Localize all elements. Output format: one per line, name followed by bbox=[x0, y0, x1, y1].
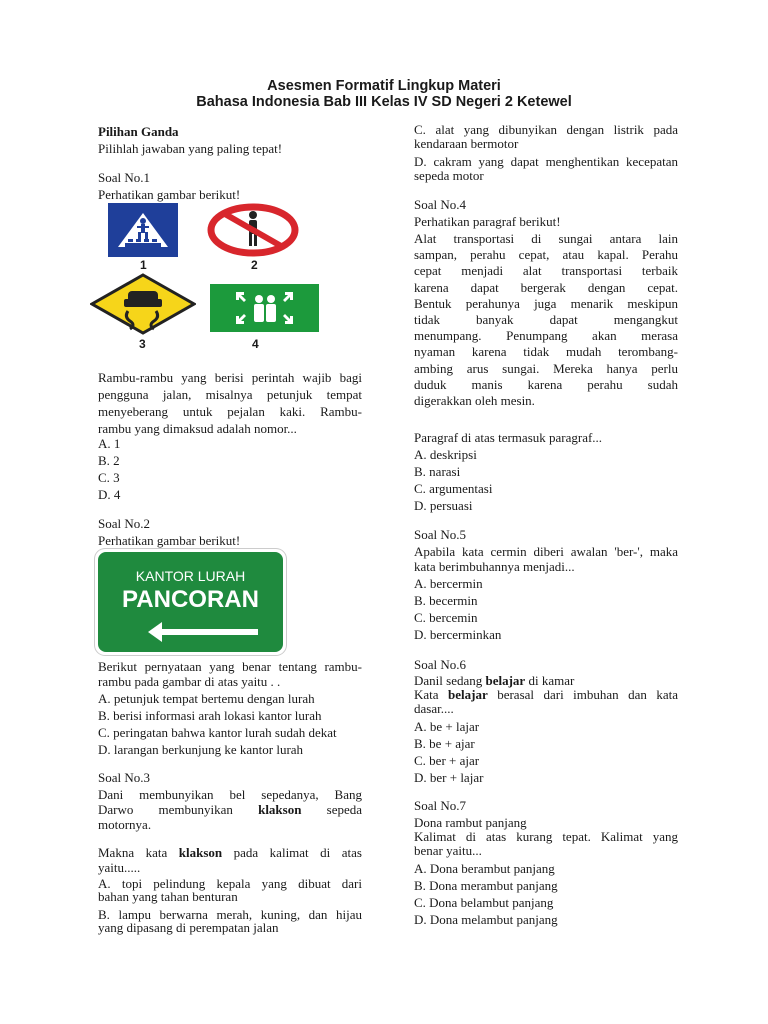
title-line-1: Asesmen Formatif Lingkup Materi bbox=[267, 78, 501, 94]
option[interactable]: D. cakram yang dapat menghentikan kecepatan bbox=[414, 154, 678, 169]
section-heading: Pilihan Ganda bbox=[98, 124, 179, 139]
option[interactable]: C. ber + ajar bbox=[414, 753, 480, 768]
sign-top-text: KANTOR LURAH bbox=[135, 568, 246, 584]
instruction: Pilihlah jawaban yang paling tepat! bbox=[98, 141, 283, 156]
slippery-road-sign bbox=[90, 273, 196, 335]
q3-line: motornya. bbox=[98, 817, 152, 832]
q5-options bbox=[414, 575, 501, 643]
q1-prompt: Perhatikan gambar berikut! bbox=[98, 187, 241, 202]
document-title bbox=[0, 78, 768, 110]
q1-label: Soal No.1 bbox=[98, 170, 150, 185]
option[interactable]: D. ber + lajar bbox=[414, 770, 484, 785]
option[interactable]: D. 4 bbox=[98, 487, 121, 502]
q1-line: rambu yang dimaksud adalah nomor... bbox=[98, 421, 297, 436]
option[interactable]: D. persuasi bbox=[414, 498, 473, 513]
option[interactable]: C. argumentasi bbox=[414, 481, 493, 496]
q2-line: Berikut pernyataan yang benar tentang rambu- bbox=[98, 659, 362, 674]
q4-options bbox=[414, 446, 492, 514]
option[interactable]: B. berisi informasi arah lokasi kantor lurah bbox=[98, 708, 322, 723]
q6-sentence: Danil sedang belajar di kamar bbox=[414, 673, 575, 688]
kantor-lurah-sign bbox=[95, 549, 286, 655]
q4-question: Paragraf di atas termasuk paragraf... bbox=[414, 430, 603, 445]
q2-prompt: Perhatikan gambar berikut! bbox=[98, 533, 241, 548]
sign-main-text: PANCORAN bbox=[122, 586, 259, 613]
q1-line: Rambu-rambu yang berisi perintah wajib bagi bbox=[98, 370, 362, 385]
option[interactable]: C. bercemin bbox=[414, 610, 478, 625]
q7-options bbox=[414, 860, 558, 928]
q3-options-left: A. topi pelindung kepala yang dibuat dari bahan yang tahan benturan B. lampu berwarna merah, kuning, dan hijau yang dipasang di perempatan jalan bbox=[98, 876, 362, 935]
assembly-point-sign bbox=[210, 284, 319, 332]
option[interactable]: A. topi pelindung kepala yang dibuat dari bbox=[98, 876, 362, 891]
q7-question: Kalimat di atas kurang tepat. Kalimat yang benar yaitu... bbox=[414, 829, 678, 858]
option[interactable]: A. 1 bbox=[98, 436, 121, 451]
q4-label: Soal No.4 bbox=[414, 197, 466, 212]
q7-sentence: Dona rambut panjang bbox=[414, 815, 527, 830]
option[interactable]: B. Dona merambut panjang bbox=[414, 878, 558, 893]
q1-options bbox=[98, 435, 120, 503]
q4-paragraph: Alat transportasi di sungai antara lain sampan, perahu cepat, atau kapal. Perahu cepat menjadi alat transportasi terbaik karena dapat bergerak dengan cepat. Bentuk perahunya juga menarik meskipun tidak banyak dapat mengangkut menumpang. Penumpang akan merasa nyaman karena tidak mudah terombang- ambing arus sungai. Mereka hanya perlu duduk manis karena perahu sudah digerakkan oleh mesin. bbox=[414, 231, 678, 409]
option[interactable]: A. Dona berambut panjang bbox=[414, 861, 555, 876]
q6-label: Soal No.6 bbox=[414, 657, 466, 672]
option[interactable]: B. lampu berwarna merah, kuning, dan hijau bbox=[98, 907, 362, 922]
q3-question: Makna kata klakson pada kalimat di atas yaitu..... bbox=[98, 845, 362, 875]
q1-line: menyeberang untuk pejalan kaki. Rambu- bbox=[98, 404, 362, 419]
no-pedestrian-sign bbox=[207, 203, 299, 257]
q1-question bbox=[98, 369, 362, 437]
q3-options-right: C. alat yang dibunyikan dengan listrik pada kendaraan bermotor D. cakram yang dapat menghentikan kecepatan sepeda motor bbox=[414, 122, 678, 183]
option[interactable]: D. Dona melambut panjang bbox=[414, 912, 558, 927]
option[interactable]: D. bercerminkan bbox=[414, 627, 502, 642]
title-line-2: Bahasa Indonesia Bab III Kelas IV SD Negeri 2 Ketewel bbox=[196, 94, 572, 110]
arrow-left-icon bbox=[148, 622, 258, 642]
q5-question: Apabila kata cermin diberi awalan 'ber-', maka kata berimbuhannya menjadi... bbox=[414, 544, 678, 574]
sign-number-4: 4 bbox=[252, 337, 259, 351]
q5-label: Soal No.5 bbox=[414, 527, 466, 542]
q3-label: Soal No.3 bbox=[98, 770, 150, 785]
option[interactable]: A. bercermin bbox=[414, 576, 483, 591]
option[interactable]: B. becermin bbox=[414, 593, 478, 608]
q3-line: Dani membunyikan bel sepedanya, Bang bbox=[98, 787, 362, 802]
sign-number-2: 2 bbox=[251, 258, 258, 272]
sign-number-1: 1 bbox=[140, 258, 147, 272]
option[interactable]: C. 3 bbox=[98, 470, 120, 485]
q6-question: Kata belajar berasal dari imbuhan dan kata dasar.... bbox=[414, 687, 679, 716]
pedestrian-crossing-sign bbox=[108, 203, 178, 257]
option[interactable]: C. alat yang dibunyikan dengan listrik pada bbox=[414, 122, 678, 137]
q1-line: pengguna jalan, misalnya petunjuk tempat bbox=[98, 387, 362, 402]
option[interactable]: A. deskripsi bbox=[414, 447, 477, 462]
option[interactable]: C. Dona belambut panjang bbox=[414, 895, 554, 910]
q2-line: rambu pada gambar di atas yaitu . . bbox=[98, 674, 281, 689]
option[interactable]: B. 2 bbox=[98, 453, 120, 468]
q3-sentence bbox=[98, 787, 362, 832]
option[interactable]: C. peringatan bahwa kantor lurah sudah dekat bbox=[98, 725, 337, 740]
q4-prompt: Perhatikan paragraf berikut! bbox=[414, 214, 561, 229]
q2-options bbox=[98, 690, 337, 758]
option[interactable]: B. be + ajar bbox=[414, 736, 475, 751]
option[interactable]: A. petunjuk tempat bertemu dengan lurah bbox=[98, 691, 315, 706]
option[interactable]: A. be + lajar bbox=[414, 719, 480, 734]
option[interactable]: D. larangan berkunjung ke kantor lurah bbox=[98, 742, 304, 757]
q7-label: Soal No.7 bbox=[414, 798, 466, 813]
q2-label: Soal No.2 bbox=[98, 516, 150, 531]
q6-options bbox=[414, 718, 483, 786]
q2-question bbox=[98, 659, 362, 689]
q3-line: Darwo membunyikan klakson sepeda bbox=[98, 802, 363, 817]
sign-number-3: 3 bbox=[139, 337, 146, 351]
option[interactable]: B. narasi bbox=[414, 464, 461, 479]
